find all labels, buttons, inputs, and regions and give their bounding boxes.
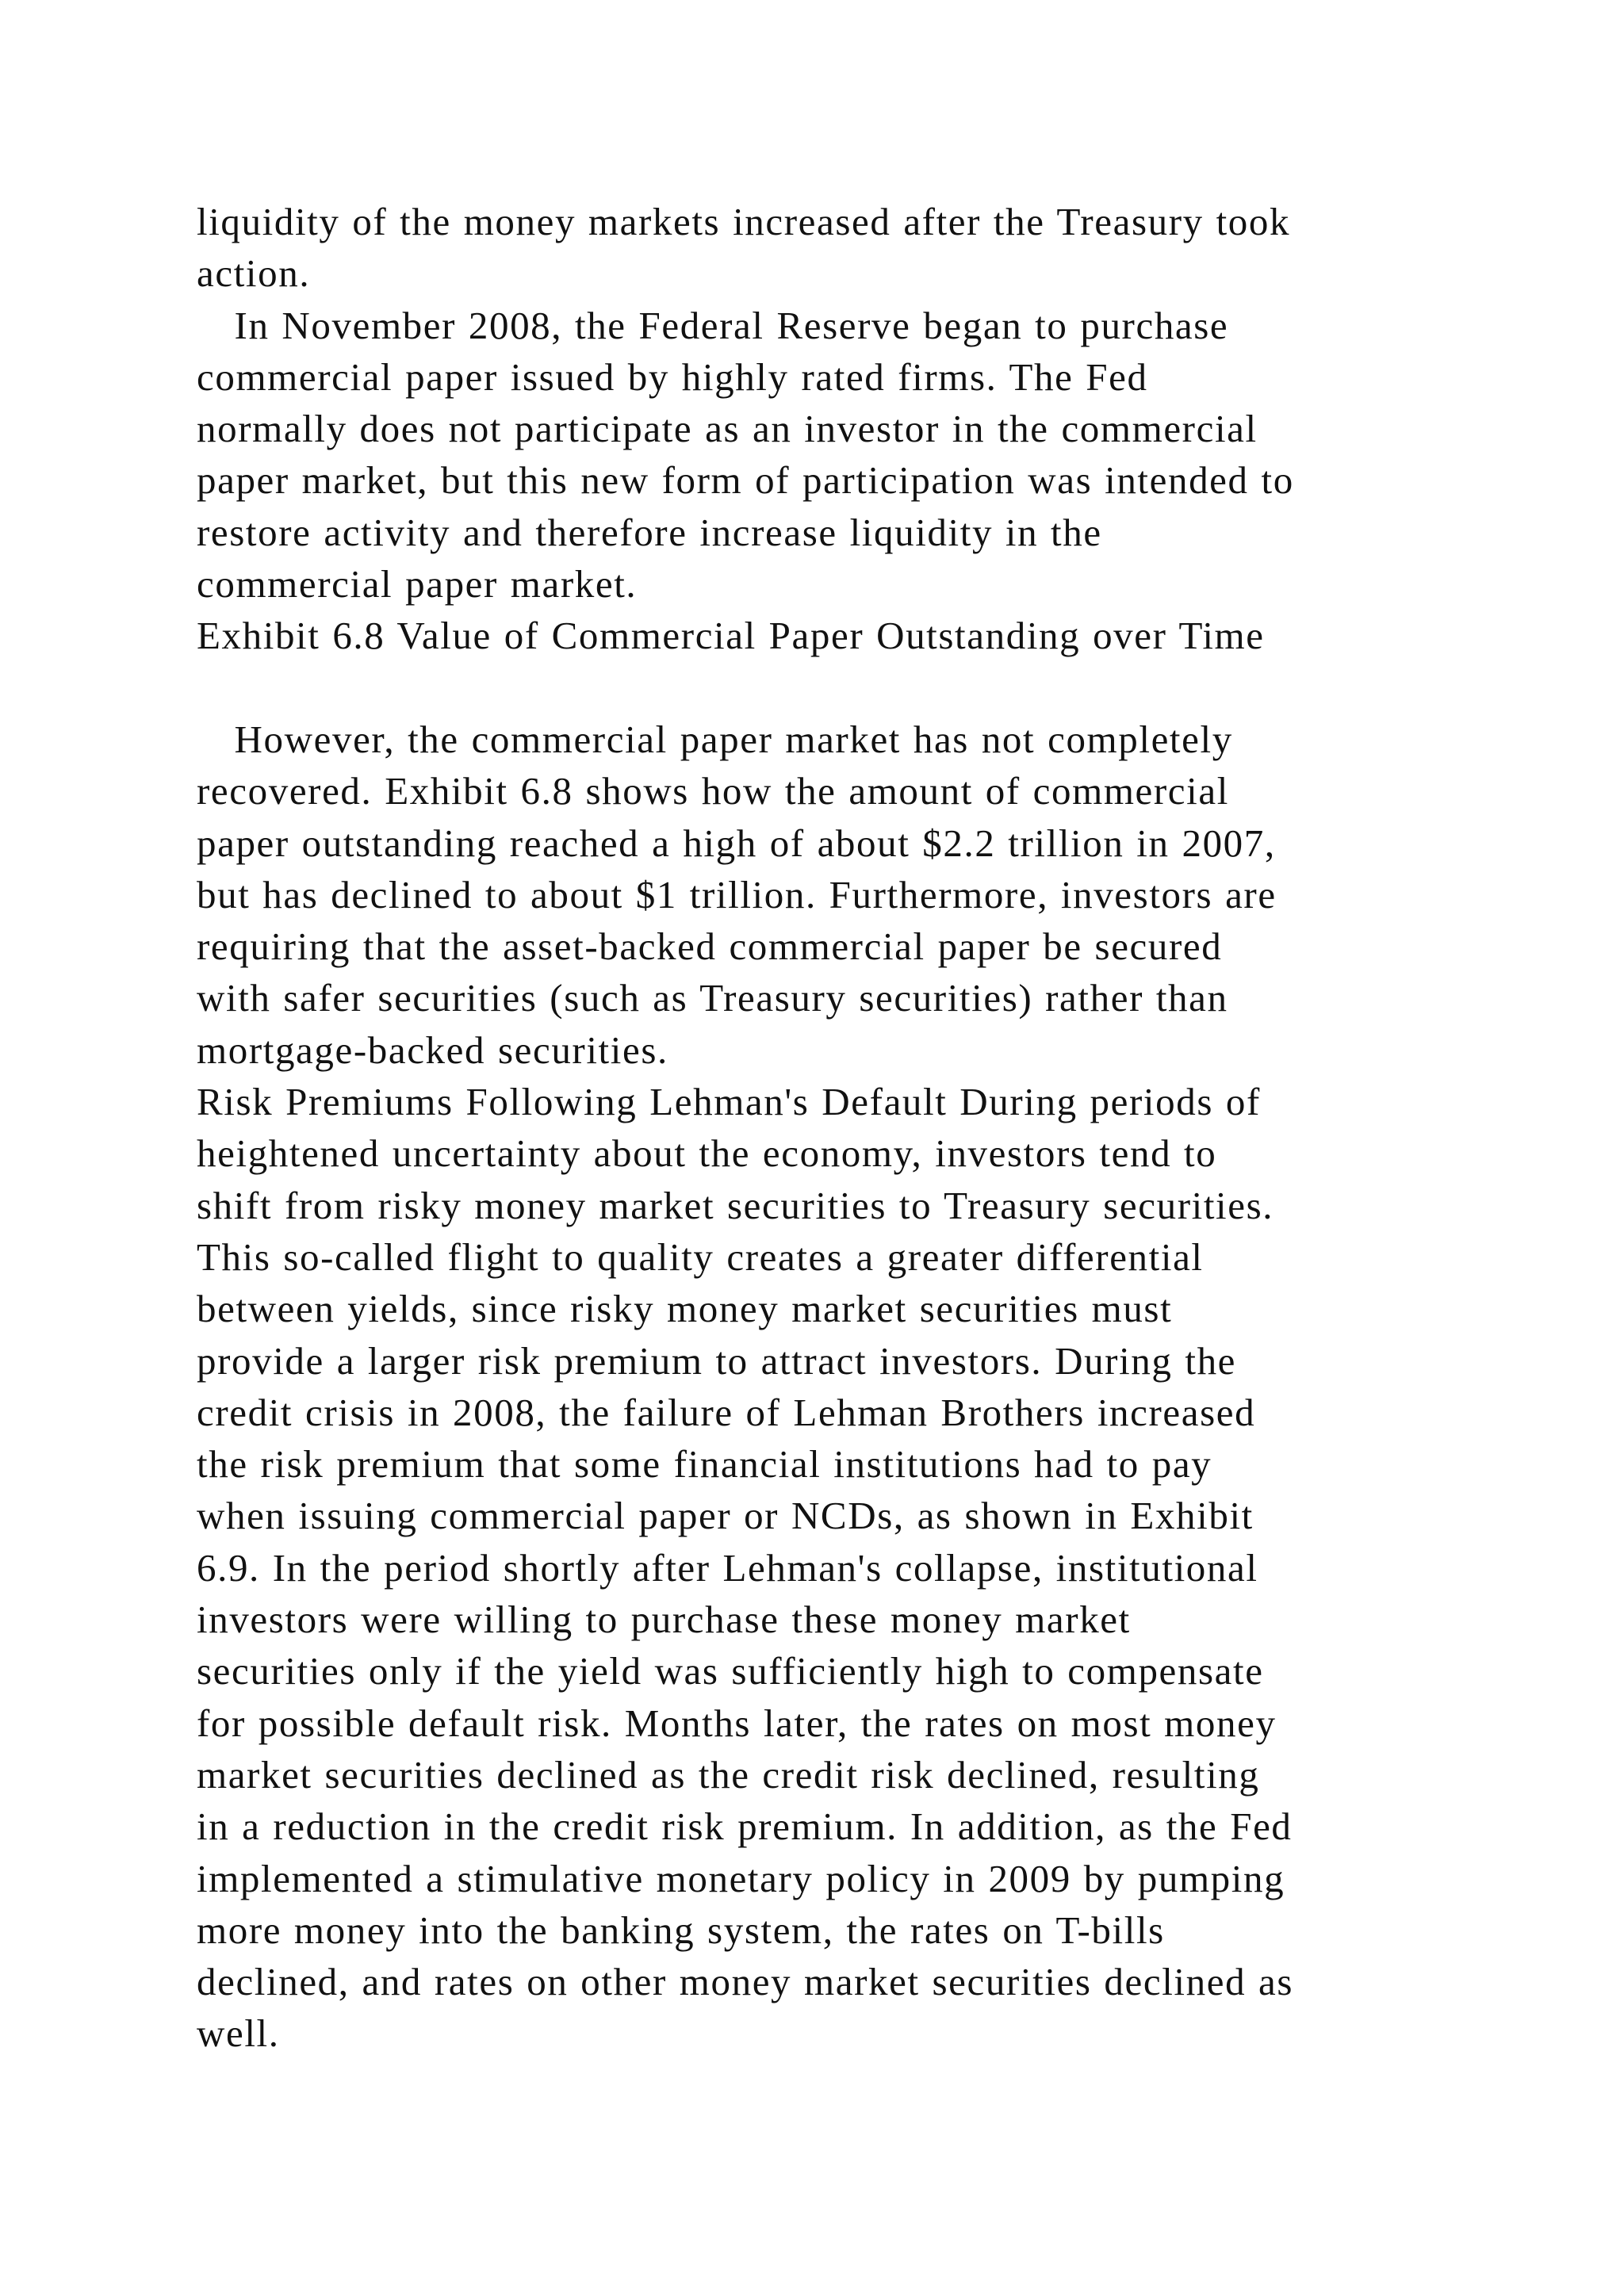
text-line: for possible default risk. Months later, the rates on most money xyxy=(197,1701,1277,1745)
text-line: the risk premium that some financial institutions had to pay xyxy=(197,1442,1212,1487)
body-text xyxy=(197,196,1481,2060)
text-line: implemented a stimulative monetary policy in 2009 by pumping xyxy=(197,1856,1285,1900)
text-line: provide a larger risk premium to attract investors. During the xyxy=(197,1338,1237,1383)
text-line: 6.9. In the period shortly after Lehman's collapse, institutional xyxy=(197,1545,1258,1590)
text-line: securities only if the yield was sufficiently high to compensate xyxy=(197,1649,1264,1693)
text-line: requiring that the asset-backed commercial paper be secured xyxy=(197,924,1223,969)
text-line: This so-called flight to quality creates a greater differential xyxy=(197,1234,1204,1279)
text-line: liquidity of the money markets increased after the Treasury took xyxy=(197,200,1291,243)
text-line: between yields, since risky money market securities must xyxy=(197,1287,1173,1331)
text-line: in a reduction in the credit risk premium. In addition, as the Fed xyxy=(197,1804,1293,1849)
text-line: well. xyxy=(197,2011,280,2056)
exhibit-caption: Exhibit 6.8 Value of Commercial Paper Outstanding over Time xyxy=(197,614,1265,658)
text-line: paper market, but this new form of participation was intended to xyxy=(197,458,1294,503)
text-line: shift from risky money market securities to Treasury securities. xyxy=(197,1183,1274,1227)
text-line: credit crisis in 2008, the failure of Lehman Brothers increased xyxy=(197,1390,1256,1434)
text-line: action. xyxy=(197,251,311,296)
text-line: paper outstanding reached a high of about $2.2 trillion in 2007, xyxy=(197,821,1276,865)
text-line: but has declined to about $1 trillion. Furthermore, investors are xyxy=(197,872,1277,916)
text-line: heightened uncertainty about the economy, investors tend to xyxy=(197,1131,1217,1176)
text-line: mortgage-backed securities. xyxy=(197,1027,668,1072)
text-line: declined, and rates on other money market securities declined as xyxy=(197,1960,1294,2004)
text-line: normally does not participate as an investor in the commercial xyxy=(197,407,1258,451)
text-line: investors were willing to purchase these money market xyxy=(197,1598,1131,1642)
text-line: recovered. Exhibit 6.8 shows how the amount of commercial xyxy=(197,769,1229,813)
paragraph-start-line: In November 2008, the Federal Reserve began to purchase xyxy=(197,303,1229,347)
text-line: more money into the banking system, the rates on T-bills xyxy=(197,1908,1165,1952)
text-line: restore activity and therefore increase liquidity in the xyxy=(197,510,1102,554)
blank-line xyxy=(197,662,1481,714)
text-line: market securities declined as the credit risk declined, resulting xyxy=(197,1752,1260,1797)
text-line: commercial paper market. xyxy=(197,562,638,607)
section-heading-line: Risk Premiums Following Lehman's Default During periods of xyxy=(197,1080,1261,1124)
text-line: with safer securities (such as Treasury securities) rather than xyxy=(197,976,1228,1020)
text-line: commercial paper issued by highly rated firms. The Fed xyxy=(197,354,1148,399)
paragraph-start-line: However, the commercial paper market has not completely xyxy=(197,717,1233,761)
text-line: when issuing commercial paper or NCDs, as shown in Exhibit xyxy=(197,1494,1254,1538)
